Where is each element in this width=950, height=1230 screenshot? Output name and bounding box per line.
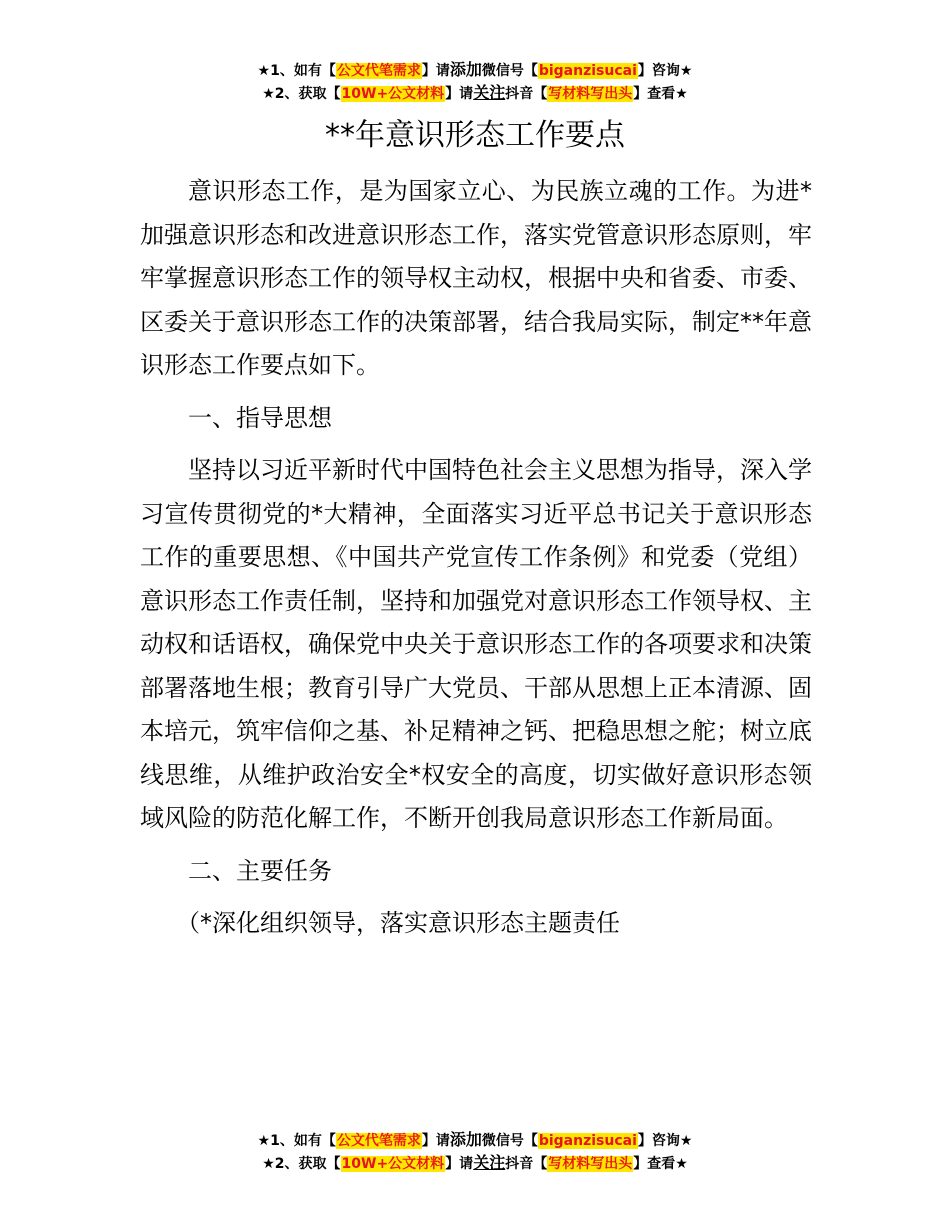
promo-highlight: 10W+公文材料 [341,1156,445,1172]
promo-text: ★2、获取【 [262,86,341,102]
promo-highlight: 写材料写出头 [548,1156,633,1172]
promo-text: 】请 [445,1156,474,1172]
intro-paragraph: 意识形态工作，是为国家立心、为民族立魂的工作。为进*加强意识形态和改进意识形态工作，落实党管意识形态原则，牢牢掌握意识形态工作的领导权主动权，根据中央和省委、市委、区委关于意识形态工作的决策部署，结合我局实际，制定**年意识形态工作要点如下。 [140,177,812,379]
guiding-thought-paragraph: 坚持以习近平新时代中国特色社会主义思想为指导，深入学习宣传贯彻党的*大精神，全面落实习近平总书记关于意识形态工作的重要思想、《中国共产党宣传工作条例》和党委（党组）意识形态工作责任制，坚持和加强党对意识形态工作领导权、主动权和话语权，确保党中央关于意识形态工作的各项要求和决策部署落地生根；教育引导广大党员、干部从思想上正本清源、固本培元，筑牢信仰之基、补足精神之钙、把稳思想之舵；树立底线思维，从维护政治安全*权安全的高度，切实做好意识形态领域风险的防范化解工作，不断开创我局意识形态工作新局面。 [140,456,812,832]
promo-text: 微信号【 [481,1133,538,1149]
promo-emphasis: 添加 [449,60,482,79]
promo-text: ★2、获取【 [262,1156,341,1172]
promo-text: 】查看★ [633,1156,688,1172]
promo-text: 】请 [421,1133,450,1149]
section-heading-main-tasks: 二、主要任务 [188,856,332,885]
promo-text: 】咨询★ [637,1133,693,1149]
promo-highlight: biganzisucai [538,63,637,79]
promo-text: ★1、如有【 [257,1133,336,1149]
promo-text: 】咨询★ [637,63,693,79]
promo-text: 】请 [421,63,450,79]
promo-line-2 [0,82,950,105]
promo-highlight: 公文代笔需求 [336,63,421,79]
promo-text: 】请 [445,86,474,102]
promo-highlight: 10W+公文材料 [341,86,445,102]
promo-line-2 [0,1152,950,1175]
promo-text: 】查看★ [633,86,688,102]
document-body [140,170,812,946]
header-promo-banner [0,59,950,105]
document-title: **年意识形态工作要点 [325,118,625,153]
promo-emphasis: 关注 [473,1153,506,1172]
promo-highlight: biganzisucai [538,1133,637,1149]
promo-text: 微信号【 [481,63,538,79]
promo-highlight: 写材料写出头 [548,86,633,102]
section-heading-guiding-thought: 一、指导思想 [188,403,332,432]
promo-emphasis: 关注 [473,83,506,102]
promo-line-1 [0,1129,950,1152]
promo-text: 抖音【 [505,86,548,102]
promo-emphasis: 添加 [449,1130,482,1149]
promo-text: 抖音【 [505,1156,548,1172]
footer-promo-banner [0,1129,950,1175]
promo-highlight: 公文代笔需求 [336,1133,421,1149]
promo-text: ★1、如有【 [257,63,336,79]
subsection-heading-organization: （*深化组织领导，落实意识形态主题责任 [176,909,620,937]
promo-line-1 [0,59,950,82]
